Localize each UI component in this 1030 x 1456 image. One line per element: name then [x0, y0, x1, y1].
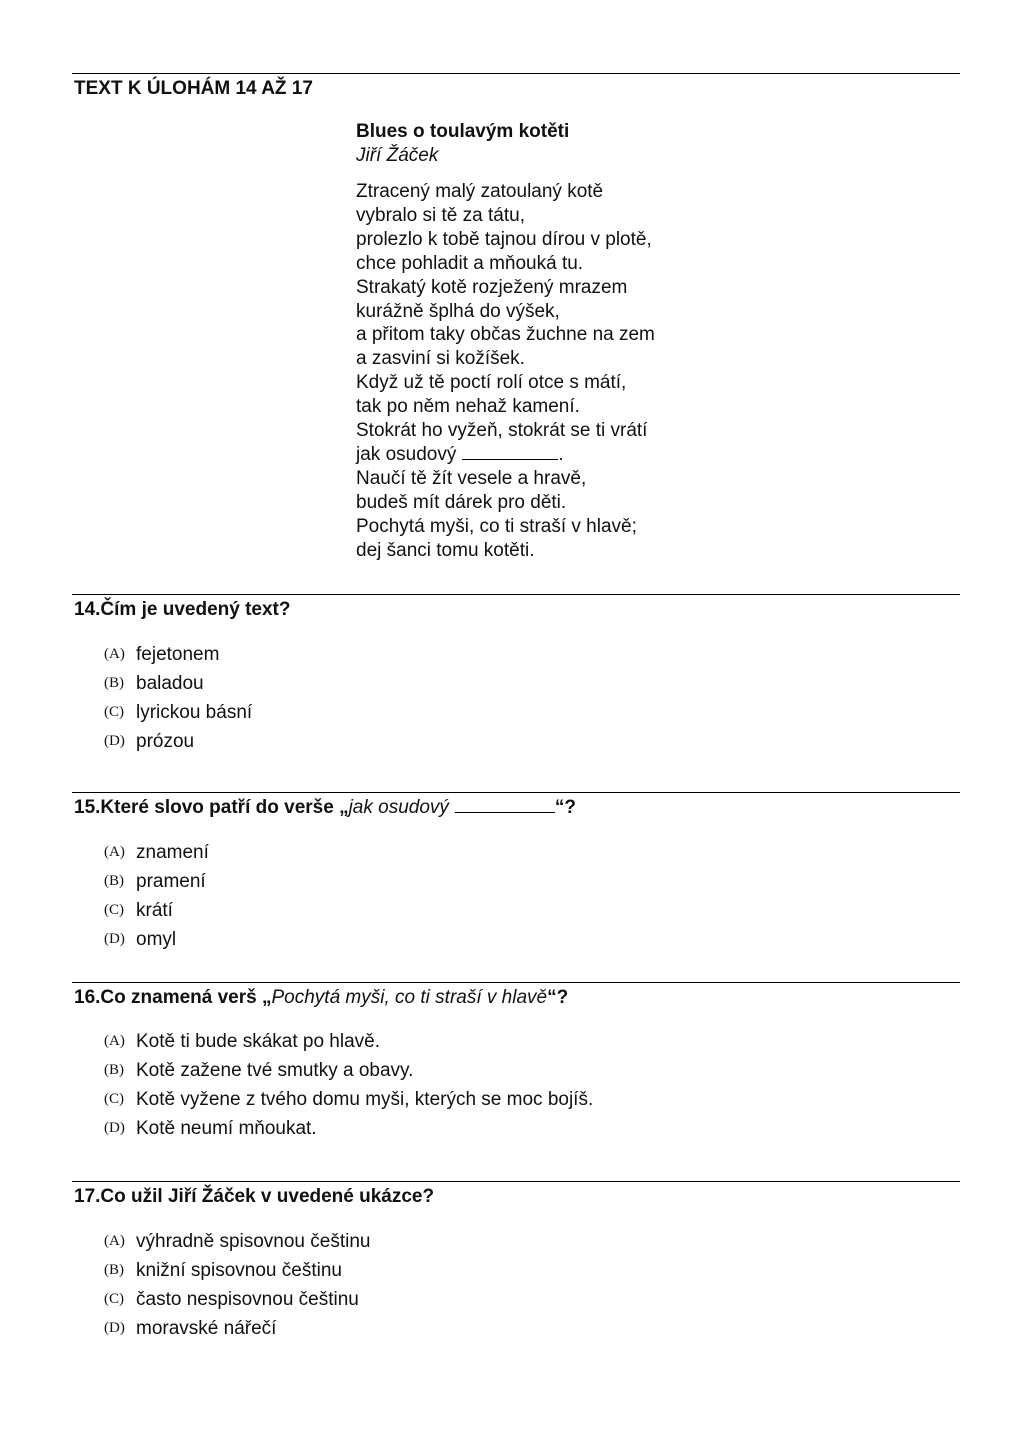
question-15-heading — [74, 796, 576, 820]
poem-blank-suffix: . — [558, 443, 564, 465]
option-text: Kotě vyžene z tvého domu myši, kterých se moc bojíš. — [136, 1088, 594, 1110]
poem-line: prolezlo k tobě tajnou dírou v plotě, — [356, 228, 652, 250]
option-letter: (B) — [104, 873, 124, 889]
question-text: Co užil Jiří Žáček v uvedené ukázce? — [100, 1186, 435, 1207]
poem-title: Blues o toulavým kotěti — [356, 121, 570, 142]
option-letter: (A) — [104, 1233, 125, 1249]
option-c[interactable] — [104, 698, 252, 727]
question-14-options — [104, 640, 252, 756]
option-letter: (B) — [104, 1062, 124, 1078]
option-d[interactable] — [104, 1114, 593, 1143]
option-text: lyrickou básní — [136, 701, 253, 723]
poem-line: Ztracený malý zatoulaný kotě — [356, 181, 604, 202]
poem-line: kurážně šplhá do výšek, — [356, 300, 560, 322]
option-b[interactable] — [104, 867, 209, 896]
question-17-options — [104, 1227, 370, 1343]
option-letter: (C) — [104, 704, 124, 720]
question-16-heading — [74, 986, 568, 1010]
option-c[interactable] — [104, 1285, 370, 1314]
poem-line: Stokrát ho vyžeň, stokrát se ti vrátí — [356, 420, 648, 442]
poem-line: Když už tě poctí rolí otce s mátí, — [356, 372, 627, 394]
poem-line: Strakatý kotě rozježený mrazem — [356, 276, 628, 298]
option-letter: (C) — [104, 1291, 124, 1307]
option-letter: (D) — [104, 931, 125, 947]
poem-lines — [356, 180, 916, 563]
poem — [356, 120, 916, 563]
option-d[interactable] — [104, 1314, 370, 1343]
poem-line: chce pohladit a mňouká tu. — [356, 252, 584, 274]
section-heading: TEXT K ÚLOHÁM 14 AŽ 17 — [74, 78, 313, 99]
option-c[interactable] — [104, 896, 209, 925]
option-text: baladou — [136, 672, 204, 694]
option-letter: (A) — [104, 646, 125, 662]
question-text-after: “? — [554, 797, 577, 818]
question-16-options — [104, 1027, 593, 1143]
poem-author: Jiří Žáček — [356, 145, 439, 166]
option-letter: (C) — [104, 902, 124, 918]
question-quote: Pochytá myši, co ti straší v hlavě — [271, 987, 548, 1008]
option-letter: (D) — [104, 1120, 125, 1136]
question-text: Čím je uvedený text? — [100, 599, 291, 620]
poem-line: tak po něm nehaž kamení. — [356, 396, 580, 418]
option-letter: (C) — [104, 1091, 124, 1107]
option-text: moravské nářečí — [136, 1317, 277, 1339]
option-text: krátí — [136, 899, 173, 921]
question-16-divider — [72, 982, 960, 983]
poem-line: a přitom taky občas žuchne na zem — [356, 324, 655, 346]
poem-line: dej šanci tomu kotěti. — [356, 539, 535, 561]
poem-blank — [462, 444, 558, 460]
option-a[interactable] — [104, 1227, 370, 1256]
option-text: znamení — [136, 841, 209, 863]
option-text: knižní spisovnou češtinu — [136, 1259, 342, 1281]
option-text: výhradně spisovnou češtinu — [136, 1230, 371, 1252]
option-letter: (A) — [104, 1033, 125, 1049]
poem-line: budeš mít dárek pro děti. — [356, 491, 567, 513]
option-b[interactable] — [104, 1256, 370, 1285]
option-text: omyl — [136, 928, 177, 950]
question-quote: jak osudový — [348, 797, 449, 818]
option-a[interactable] — [104, 838, 209, 867]
poem-blank-line — [356, 443, 916, 467]
question-text-before: Co znamená verš „ — [100, 987, 272, 1008]
question-number: 16. — [74, 987, 101, 1008]
option-a[interactable] — [104, 1027, 593, 1056]
option-a[interactable] — [104, 640, 252, 669]
option-b[interactable] — [104, 1056, 593, 1085]
option-letter: (B) — [104, 1262, 124, 1278]
poem-line: a zasviní si kožíšek. — [356, 348, 525, 370]
option-letter: (B) — [104, 675, 124, 691]
option-text: Kotě ti bude skákat po hlavě. — [136, 1030, 380, 1052]
option-text: Kotě zažene tvé smutky a obavy. — [136, 1059, 414, 1081]
question-15-options — [104, 838, 209, 954]
question-14-heading — [74, 598, 290, 622]
question-14-divider — [72, 594, 960, 595]
question-text-after: “? — [547, 987, 569, 1008]
option-letter: (D) — [104, 1320, 125, 1336]
question-17-divider — [72, 1181, 960, 1182]
question-17-heading — [74, 1185, 434, 1209]
option-d[interactable] — [104, 727, 252, 756]
option-text: fejetonem — [136, 643, 220, 665]
option-d[interactable] — [104, 925, 209, 954]
option-text: prózou — [136, 730, 195, 752]
option-letter: (D) — [104, 733, 125, 749]
question-15-divider — [72, 792, 960, 793]
option-letter: (A) — [104, 844, 125, 860]
question-number: 14. — [74, 599, 101, 620]
option-c[interactable] — [104, 1085, 593, 1114]
poem-line: Naučí tě žít vesele a hravě, — [356, 467, 587, 489]
option-text: pramení — [136, 870, 206, 892]
poem-blank-prefix: jak osudový — [356, 443, 457, 465]
top-divider — [72, 73, 960, 74]
poem-line: Pochytá myši, co ti straší v hlavě; — [356, 515, 637, 537]
option-b[interactable] — [104, 669, 252, 698]
question-number: 17. — [74, 1186, 101, 1207]
option-text: Kotě neumí mňoukat. — [136, 1117, 317, 1139]
poem-line: vybralo si tě za tátu, — [356, 204, 525, 226]
question-blank — [455, 797, 555, 813]
question-text-before: Které slovo patří do verše „ — [100, 797, 349, 818]
option-text: často nespisovnou češtinu — [136, 1288, 359, 1310]
question-number: 15. — [74, 797, 101, 818]
